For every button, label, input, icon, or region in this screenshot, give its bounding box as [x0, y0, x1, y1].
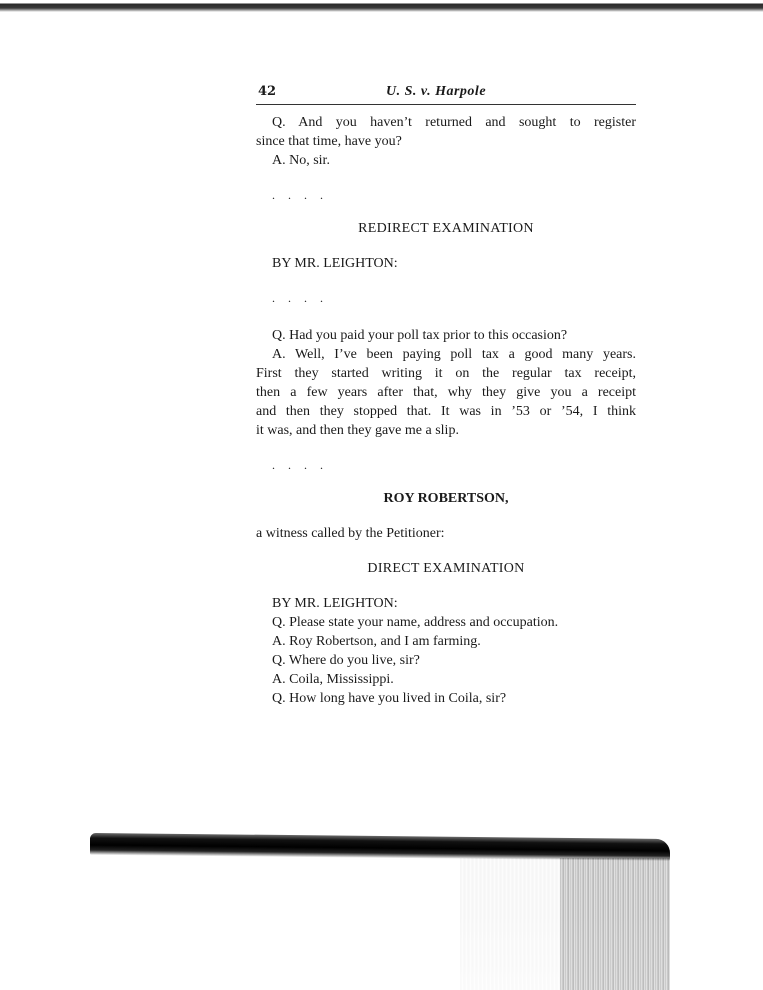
witness-name: ROY ROBERTSON,	[383, 491, 509, 506]
question-line: Q. And you haven’t returned and sought to register	[272, 115, 636, 130]
transcript-line: Q. Where do you live, sir?	[272, 653, 420, 668]
section-heading-direct: DIRECT EXAMINATION	[367, 561, 525, 576]
answer-line: A. Well, I’ve been paying poll tax a good many years.	[272, 347, 636, 362]
examiner-line: BY MR. LEIGHTON:	[272, 256, 398, 271]
scan-edge-bottom	[90, 833, 670, 861]
scan-artifact-dark	[560, 858, 670, 990]
answer-line: First they started writing it on the regular tax receipt,	[256, 366, 636, 381]
case-title: U. S. v. Harpole	[386, 84, 487, 99]
page-number: 42	[258, 84, 277, 99]
transcript-line: A. Coila, Mississippi.	[272, 672, 394, 687]
transcript-page	[256, 82, 636, 708]
ellipsis: . . . .	[272, 188, 328, 202]
question-line: since that time, have you?	[256, 134, 402, 149]
transcript-line: Q. How long have you lived in Coila, sir?	[272, 691, 507, 706]
examiner-line: BY MR. LEIGHTON:	[272, 596, 398, 611]
transcript-line: A. Roy Robertson, and I am farming.	[272, 634, 481, 649]
answer-line: it was, and then they gave me a slip.	[256, 423, 459, 438]
answer-line: A. No, sir.	[272, 153, 330, 168]
witness-intro: a witness called by the Petitioner:	[256, 526, 445, 541]
answer-line: then a few years after that, why they give you a receipt	[256, 385, 636, 400]
section-heading-redirect: REDIRECT EXAMINATION	[358, 221, 534, 236]
transcript-line: Q. Please state your name, address and occupation.	[272, 615, 559, 630]
ellipsis: . . . .	[272, 291, 328, 305]
ellipsis: . . . .	[272, 458, 328, 472]
answer-line: and then they stopped that. It was in ’53 or ’54, I think	[256, 404, 636, 419]
question-line: Q. Had you paid your poll tax prior to this occasion?	[272, 328, 568, 343]
running-head	[256, 82, 636, 105]
scan-edge-top	[0, 0, 763, 12]
